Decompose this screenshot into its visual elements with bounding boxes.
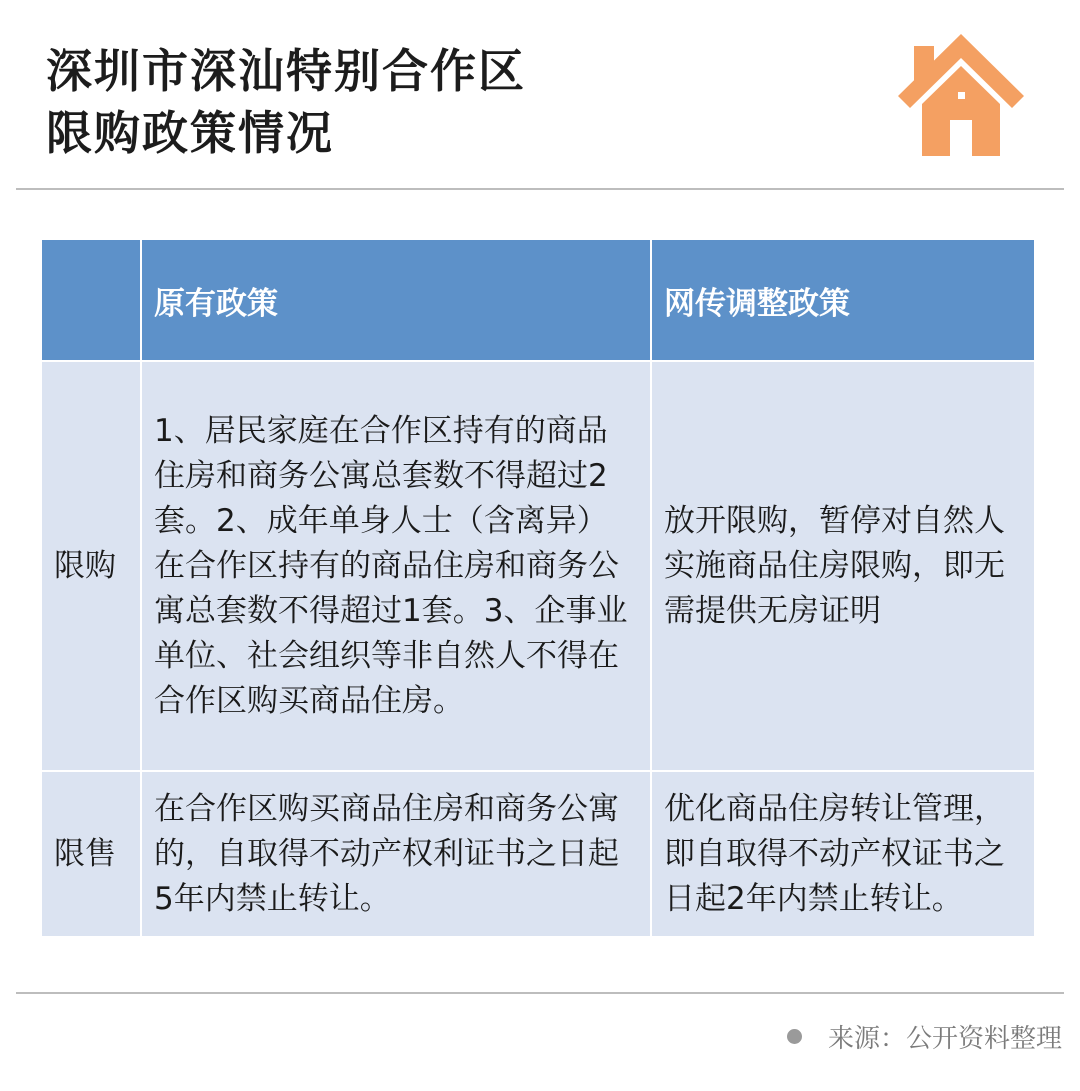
cell-adjusted-sale-limit: 优化商品住房转让管理，即自取得不动产权证书之日起2年内禁止转让。 bbox=[651, 771, 1035, 937]
footer-divider bbox=[16, 992, 1064, 994]
source-text: 来源：公开资料整理 bbox=[827, 1024, 1062, 1054]
table-header-row bbox=[41, 239, 1035, 361]
cell-original-sale-limit: 在合作区购买商品住房和商务公寓的，自取得不动产权利证书之日起5年内禁止转让。 bbox=[141, 771, 651, 937]
row-label-sale-limit: 限售 bbox=[41, 771, 141, 937]
row-label-purchase-limit: 限购 bbox=[41, 361, 141, 771]
policy-table bbox=[40, 238, 1036, 938]
header-cell-adjusted-policy: 网传调整政策 bbox=[651, 239, 1035, 361]
table-row bbox=[41, 361, 1035, 771]
cell-original-purchase-limit: 1、居民家庭在合作区持有的商品住房和商务公寓总套数不得超过2套。2、成年单身人士（含离异）在合作区持有的商品住房和商务公寓总套数不得超过1套。3、企事业单位、社会组织等非自然人不得在合作区购买商品住房。 bbox=[141, 361, 651, 771]
cell-adjusted-purchase-limit: 放开限购，暂停对自然人实施商品住房限购，即无需提供无房证明 bbox=[651, 361, 1035, 771]
page-title-line-2: 限购政策情况 bbox=[46, 106, 334, 160]
bullet-dot-icon bbox=[787, 1029, 802, 1044]
page-title-line-1: 深圳市深汕特别合作区 bbox=[46, 44, 526, 98]
page-header bbox=[46, 40, 906, 164]
header-divider bbox=[16, 188, 1064, 190]
table-row bbox=[41, 771, 1035, 937]
header-cell-original-policy: 原有政策 bbox=[141, 239, 651, 361]
source-note bbox=[787, 1018, 1062, 1055]
house-icon bbox=[896, 30, 1026, 160]
header-cell-empty bbox=[41, 239, 141, 361]
